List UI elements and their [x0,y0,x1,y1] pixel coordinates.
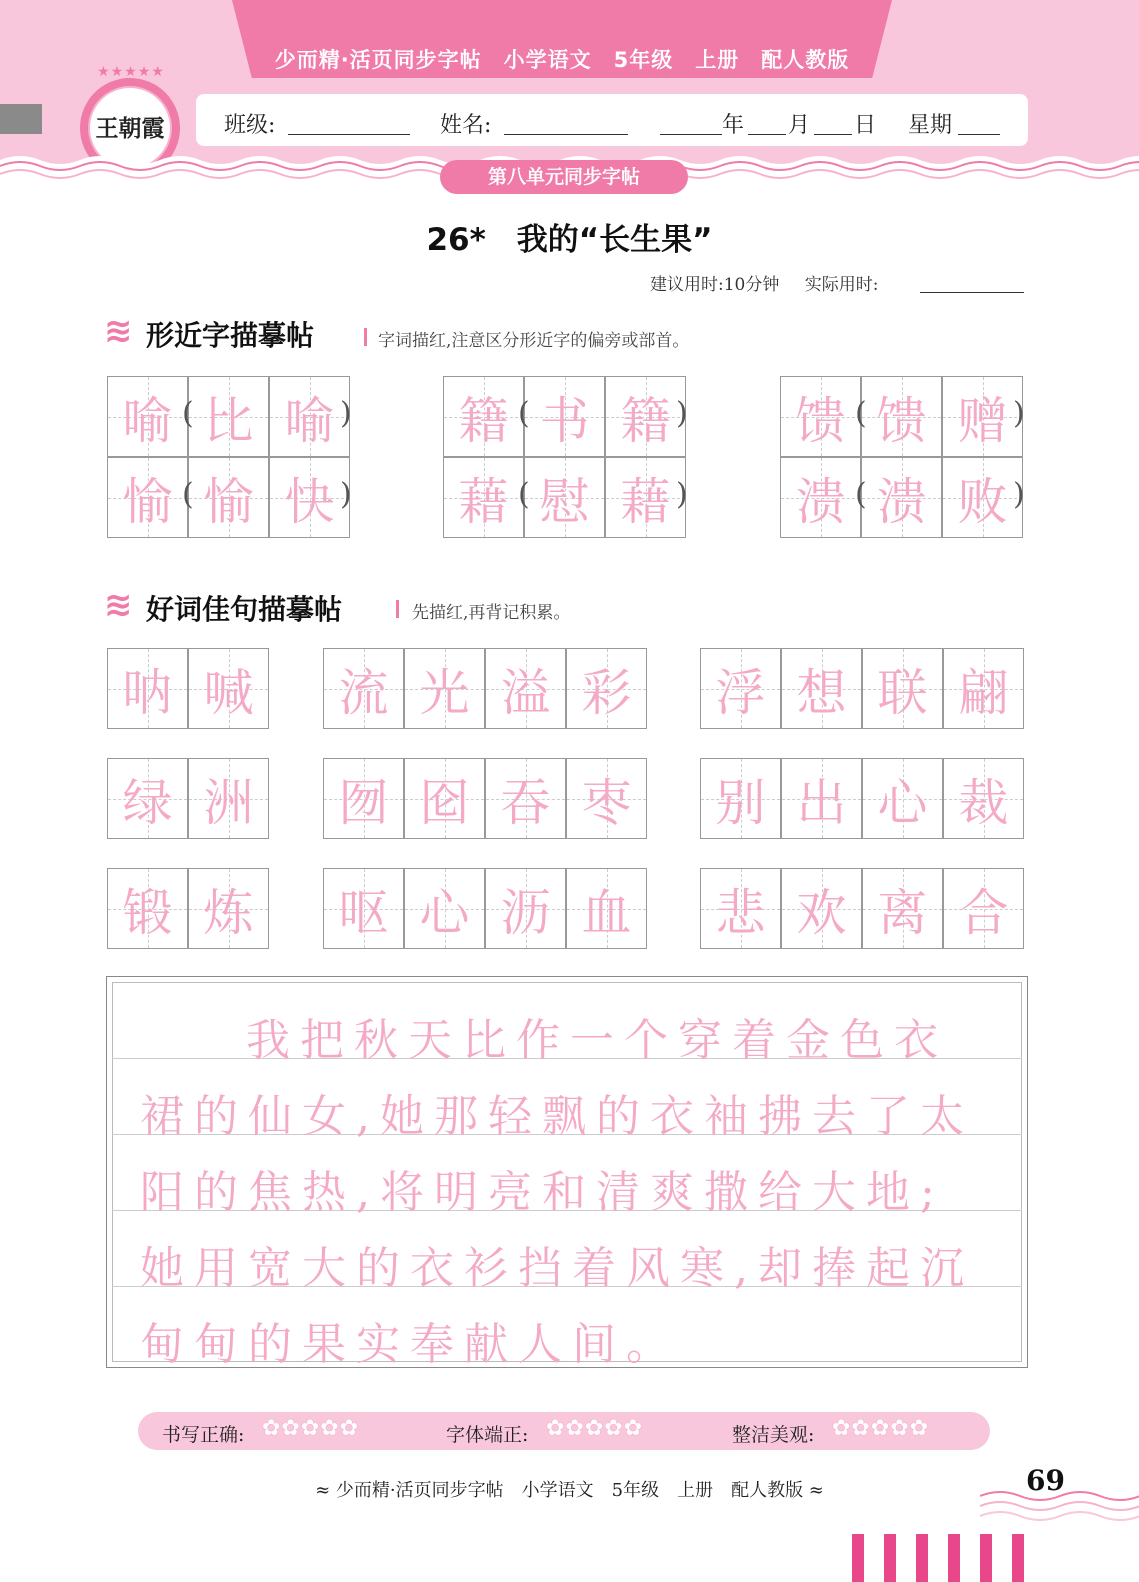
year-field[interactable] [660,134,722,135]
trace-char: 藉 [620,472,671,531]
similar-char-cell [605,457,686,538]
vocab-char-cell [700,868,781,949]
vocab-char-cell [781,868,862,949]
trace-char: 囵 [419,773,470,832]
vocab-char-cell [566,868,647,949]
similar-char-cell [269,457,350,538]
logo-stars-icon: ★★★★★ [97,64,165,80]
trace-char: 心 [877,773,928,832]
vocab-char-cell [188,868,269,949]
vocab-char-cell [485,758,566,839]
passage-line-2: 裙的仙女,她那轻飘的衣袖拂去了太 [140,1091,974,1142]
footer-text: ≈ 少而精·活页同步字帖 小学语文 5年级 上册 配人教版 ≈ [315,1480,824,1501]
trace-char: 血 [581,883,632,942]
vocab-char-cell [943,868,1024,949]
vocab-char-cell [323,758,404,839]
vocab-char-cell [485,868,566,949]
trace-char: 溃 [876,472,927,531]
passage-line-1: 我把秋天比作一个穿着金色衣 [246,1015,948,1066]
month-label: 月 [788,113,811,138]
similar-char-cell [780,376,861,457]
similar-char-cell [861,376,942,457]
section2-hint: 先描红,再背记积累。 [412,603,571,623]
paren-open: ( [855,477,867,512]
trace-char: 败 [957,472,1008,531]
similar-char-cell [443,376,524,457]
trace-char: 籍 [458,391,509,450]
vocab-char-cell [485,648,566,729]
trace-char: 馈 [795,391,846,450]
paren-open: ( [855,396,867,431]
similar-char-cell [942,376,1023,457]
similar-char-cell [269,376,350,457]
name-label: 姓名: [440,113,492,138]
name-field[interactable] [504,134,628,135]
vocab-char-cell [323,868,404,949]
trace-char: 比 [203,391,254,450]
vocab-char-cell [107,648,188,729]
trace-char: 锻 [122,883,173,942]
trace-char: 喊 [203,663,254,722]
vocab-char-cell [862,868,943,949]
trace-char: 馈 [876,391,927,450]
similar-char-cell [605,376,686,457]
trace-char: 籍 [620,391,671,450]
trace-char: 洲 [203,773,254,832]
day-label: 日 [854,113,877,138]
student-info-box [196,94,1028,146]
trace-char: 愉 [203,472,254,531]
time-line [650,270,879,295]
similar-char-cell [107,376,188,457]
trace-char: 光 [419,663,470,722]
day-field[interactable] [814,134,852,135]
trace-char: 别 [715,773,766,832]
section2-title: 好词佳句描摹帖 [146,593,343,626]
vocab-char-cell [188,648,269,729]
logo-text: 王朝霞 [95,115,165,142]
section1-bar [364,328,367,346]
paren-open: ( [182,396,194,431]
paren-open: ( [182,477,194,512]
header-title: 少而精·活页同步字帖 小学语文 5年级 上册 配人教版 [274,48,850,72]
section1-title: 形近字描摹帖 [146,319,315,352]
vocab-char-cell [404,758,485,839]
trace-char: 赠 [957,391,1008,450]
paren-close: ) [1013,477,1025,512]
similar-char-cell [443,457,524,538]
class-label: 班级: [224,113,276,138]
trace-char: 沥 [500,883,551,942]
trace-char: 藉 [458,472,509,531]
vocab-char-cell [700,758,781,839]
trace-char: 炼 [203,883,254,942]
similar-char-cell [107,457,188,538]
trace-char: 快 [284,472,335,531]
vocab-char-cell [404,868,485,949]
edge-bar [948,1534,960,1582]
trace-char: 欢 [796,883,847,942]
trace-char: 喻 [122,391,173,450]
similar-char-cell [942,457,1023,538]
vocab-char-cell [700,648,781,729]
similar-char-cell [188,376,269,457]
vocab-char-cell [107,868,188,949]
vocab-char-cell [323,648,404,729]
trace-char: 浮 [715,663,766,722]
edge-bar [1012,1534,1024,1582]
trace-char: 绿 [122,773,173,832]
vocab-char-cell [943,758,1024,839]
vocab-char-cell [943,648,1024,729]
eval-correct-label: 书写正确: [162,1424,245,1446]
page-edge-tab [0,104,42,134]
passage-line-3: 阳的焦热,将明亮和清爽撒给大地; [140,1167,945,1218]
edge-bar [980,1534,992,1582]
trace-char: 联 [877,663,928,722]
trace-char: 呕 [338,883,389,942]
week-label: 星期 [908,113,953,138]
unit-tab: 第八单元同步字帖 [440,160,688,194]
trace-char: 溢 [500,663,551,722]
trace-char: 喻 [284,391,335,450]
trace-char: 悲 [715,883,766,942]
wave-icon: ≋ [104,311,133,351]
actual-time-label: 实际用时: [804,275,879,295]
trace-char: 心 [419,883,470,942]
vocab-char-cell [404,648,485,729]
trace-char: 翩 [958,663,1009,722]
paren-open: ( [518,396,530,431]
section2-bar [396,600,399,618]
trace-char: 溃 [795,472,846,531]
trace-char: 呐 [122,663,173,722]
paren-open: ( [518,477,530,512]
similar-char-cell [780,457,861,538]
vocab-char-cell [566,758,647,839]
trace-char: 离 [877,883,928,942]
paren-close: ) [1013,396,1025,431]
trace-char: 书 [539,391,590,450]
section1-hint: 字词描红,注意区分形近字的偏旁或部首。 [378,331,690,351]
vocab-char-cell [862,758,943,839]
suggested-time: 建议用时:10分钟 [650,275,780,295]
similar-char-cell [861,457,942,538]
paren-close: ) [340,477,352,512]
passage-line-4: 她用宽大的衣衫挡着风寒,却捧起沉 [140,1243,974,1294]
trace-char: 吞 [500,773,551,832]
paren-close: ) [676,396,688,431]
wave-icon: ≋ [104,585,133,625]
edge-bar [852,1534,864,1582]
trace-char: 囫 [338,773,389,832]
eval-correct-flower-icons[interactable]: ✿✿✿✿✿ [262,1416,360,1441]
similar-char-cell [524,376,605,457]
eval-neat-flower-icons[interactable]: ✿✿✿✿✿ [546,1416,644,1441]
vocab-char-cell [862,648,943,729]
paren-close: ) [340,396,352,431]
year-label: 年 [722,113,745,138]
similar-char-cell [524,457,605,538]
vocab-char-cell [107,758,188,839]
vocab-char-cell [781,648,862,729]
paren-close: ) [676,477,688,512]
edge-bar [916,1534,928,1582]
lesson-title: 26* 我的“长生果” [426,222,713,258]
vocab-char-cell [781,758,862,839]
actual-time-field[interactable] [920,292,1024,293]
trace-char: 枣 [581,773,632,832]
trace-char: 裁 [958,773,1009,832]
vocab-char-cell [566,648,647,729]
month-field[interactable] [748,134,786,135]
trace-char: 彩 [581,663,632,722]
vocab-char-cell [188,758,269,839]
footer-wave [980,1484,1139,1524]
eval-neat-label: 字体端正: [446,1424,529,1446]
passage-line-5: 甸甸的果实奉献人间。 [140,1319,680,1370]
trace-char: 想 [796,663,847,722]
class-field[interactable] [288,134,410,135]
eval-clean-label: 整洁美观: [732,1424,815,1446]
similar-char-cell [188,457,269,538]
page-number: 69 [1026,1464,1065,1497]
week-field[interactable] [958,134,1000,135]
trace-char: 流 [338,663,389,722]
edge-bar [884,1534,896,1582]
trace-char: 慰 [539,472,590,531]
trace-char: 愉 [122,472,173,531]
trace-char: 出 [796,773,847,832]
eval-clean-flower-icons[interactable]: ✿✿✿✿✿ [832,1416,930,1441]
trace-char: 合 [958,883,1009,942]
